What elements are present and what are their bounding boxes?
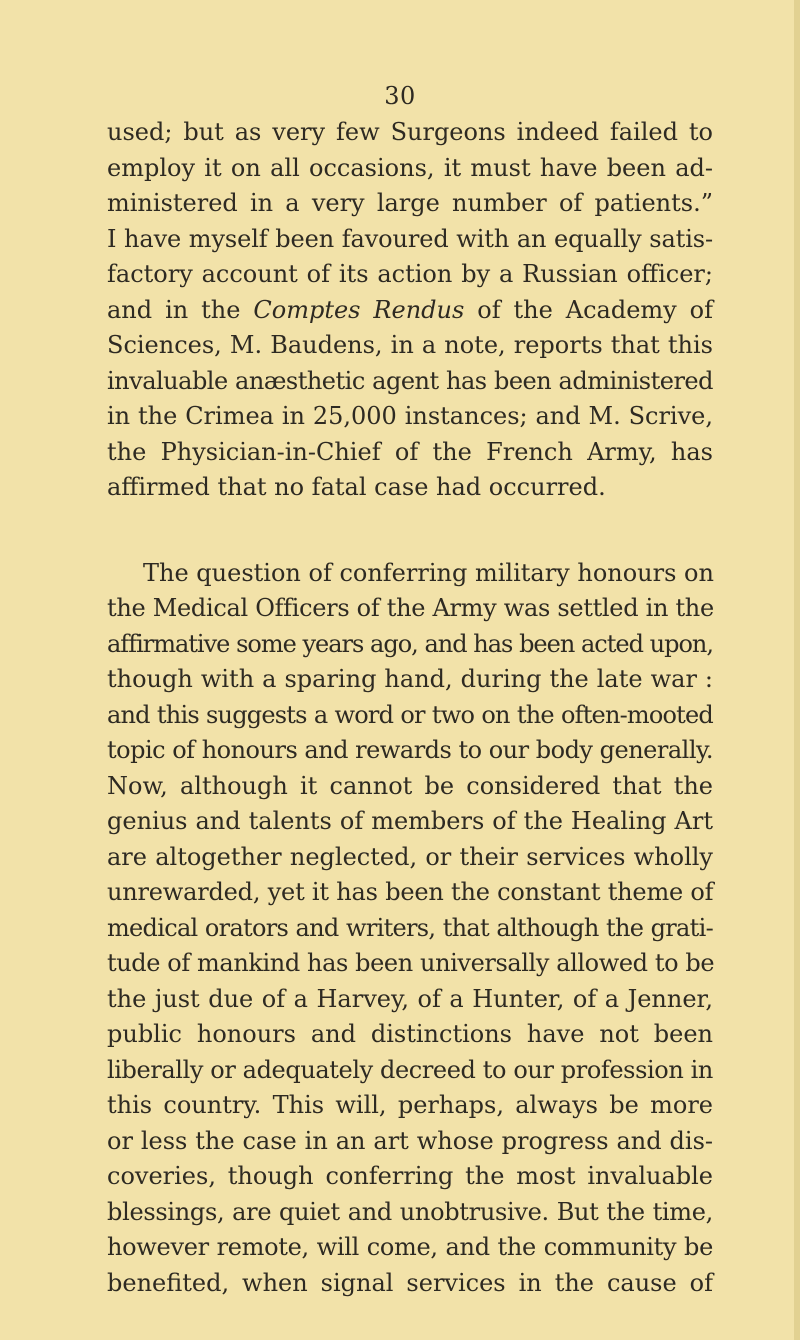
text-line: medical orators and writers, that although the grati- — [107, 913, 713, 942]
text-line: liberally or adequately decreed to our profession in — [107, 1055, 713, 1084]
text-line: this country. This will, perhaps, always be more — [107, 1091, 713, 1119]
body-text — [107, 115, 713, 1301]
text-line: are altogether neglected, or their services wholly — [107, 842, 713, 871]
text-line: topic of honours and rewards to our body generally. — [107, 736, 713, 764]
text-line: invaluable anæsthetic agent has been administered — [107, 366, 713, 395]
page-number: 30 — [384, 82, 416, 110]
text-line: the Physician-in-Chief of the French Army, has — [107, 437, 713, 466]
text-line: and this suggests a word or two on the often-mooted — [107, 700, 713, 729]
text-line: employ it on all occasions, it must have been ad- — [107, 153, 713, 182]
text-line: public honours and distinctions have not been — [107, 1020, 713, 1048]
text-line: Now, although it cannot be considered that the — [107, 771, 713, 800]
italic-title: Comptes Rendus — [253, 295, 465, 324]
text-line: genius and talents of members of the Healing Art — [107, 807, 713, 835]
text-line: the Medical Officers of the Army was settled in the — [107, 594, 714, 622]
text-line: used; but as very few Surgeons indeed failed to — [107, 118, 713, 146]
text-line: affirmed that no fatal case had occurred. — [107, 473, 606, 501]
text-line: affirmative some years ago, and has been acted upon, — [107, 629, 713, 658]
paragraph — [107, 556, 713, 1302]
text-line: in the Crimea in 25,000 instances; and M. Scrive, — [107, 402, 713, 430]
text-line: benefited, when signal services in the cause of — [107, 1268, 713, 1297]
text-line: I have myself been favoured with an equally satis- — [107, 224, 713, 253]
text-line: ministered in a very large number of patients.” — [107, 189, 713, 217]
text-line: factory account of its action by a Russian officer; — [107, 260, 713, 288]
paragraph-gap — [107, 506, 713, 556]
paragraph — [107, 115, 713, 506]
text-line: blessings, are quiet and unobtrusive. But the time, — [107, 1197, 713, 1226]
text-line: or less the case in an art whose progress and dis- — [107, 1126, 713, 1155]
text-line: The question of conferring military honours on — [143, 558, 714, 587]
page-edge-shadow — [794, 0, 800, 1340]
text-line: however remote, will come, and the community be — [107, 1233, 713, 1261]
text-line: the just due of a Harvey, of a Hunter, of a Jenner, — [107, 984, 713, 1013]
text-line: coveries, though conferring the most invaluable — [107, 1162, 713, 1190]
text-line: Sciences, M. Baudens, in a note, reports that this — [107, 331, 713, 359]
text-line: and in the Comptes Rendus of the Academy of — [107, 295, 713, 324]
text-line: though with a sparing hand, during the late war : — [107, 665, 713, 693]
text-line: tude of mankind has been universally allowed to be — [107, 949, 715, 977]
text-line: unrewarded, yet it has been the constant theme of — [107, 878, 714, 906]
